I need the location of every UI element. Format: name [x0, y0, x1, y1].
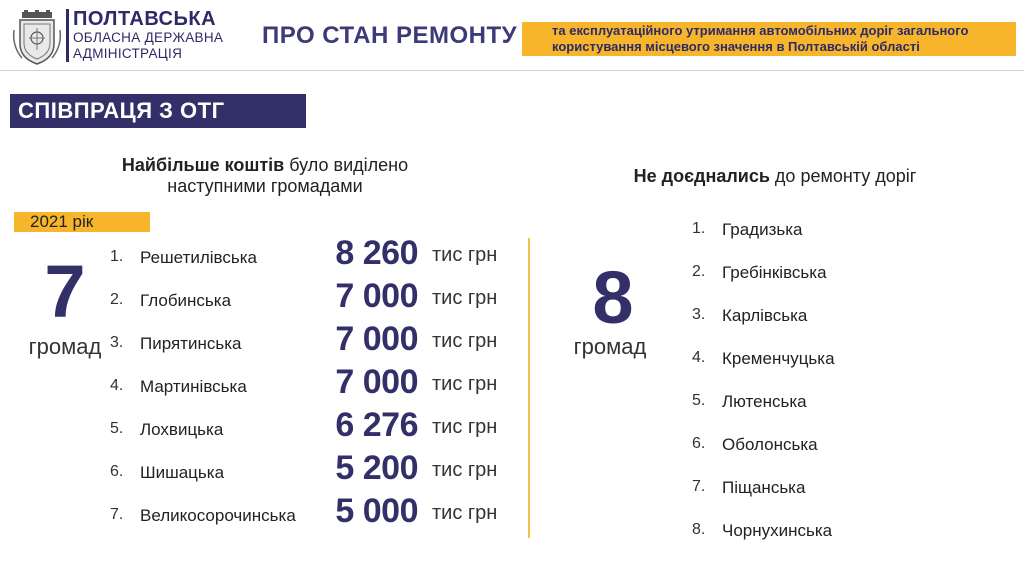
column-divider	[528, 238, 530, 538]
title-banner	[522, 22, 1016, 56]
row-number: 4.	[110, 377, 124, 394]
amount-unit: тис грн	[432, 459, 498, 481]
org-name-line1: ПОЛТАВСЬКА	[73, 8, 217, 30]
amount-unit: тис грн	[432, 244, 498, 266]
amount: 5 000	[335, 492, 418, 530]
row-number: 1.	[110, 248, 124, 265]
community-name: Пирятинська	[140, 334, 242, 353]
left-heading-rest2: наступними громадами	[167, 176, 363, 196]
item-number: 4.	[692, 349, 706, 366]
left-heading	[100, 155, 430, 197]
community-name: Піщанська	[722, 478, 806, 497]
org-name	[66, 9, 223, 62]
amount-unit: тис грн	[432, 287, 498, 309]
right-heading-rest: до ремонту доріг	[769, 166, 917, 186]
item-number: 3.	[692, 306, 706, 323]
community-name: Лохвицька	[140, 420, 224, 439]
item-number: 1.	[692, 220, 706, 237]
item-number: 5.	[692, 392, 706, 409]
community-name: Мартинівська	[140, 377, 247, 396]
amount-unit: тис грн	[432, 502, 498, 524]
community-name: Кременчуцька	[722, 349, 835, 368]
amount-unit: тис грн	[432, 330, 498, 352]
community-name: Градизька	[722, 220, 803, 239]
amount: 7 000	[335, 320, 418, 358]
left-heading-rest1: було виділено	[284, 155, 409, 175]
community-name: Глобинська	[140, 291, 232, 310]
title-banner-line1: та експлуатаційного утримання автомобільних доріг загального	[552, 23, 969, 38]
community-name: Чорнухинська	[722, 521, 833, 540]
amount: 6 276	[335, 406, 418, 444]
right-heading	[590, 166, 960, 187]
title-banner-text	[552, 23, 968, 55]
item-number: 2.	[692, 263, 706, 280]
community-name: Оболонська	[722, 435, 818, 454]
amount: 7 000	[335, 363, 418, 401]
row-number: 5.	[110, 420, 124, 437]
community-name: Карлівська	[722, 306, 808, 325]
amount: 8 260	[335, 234, 418, 272]
row-number: 6.	[110, 463, 124, 480]
item-number: 8.	[692, 521, 706, 538]
header	[0, 0, 1024, 72]
amount-unit: тис грн	[432, 416, 498, 438]
community-name: Великосорочинська	[140, 506, 296, 525]
item-number: 7.	[692, 478, 706, 495]
right-count-label: громад	[573, 334, 647, 359]
header-divider	[0, 70, 1024, 71]
community-name: Лютенська	[722, 392, 807, 411]
org-name-line3: АДМІНІСТРАЦІЯ	[73, 46, 183, 61]
left-count-label: громад	[28, 334, 102, 359]
amount-unit: тис грн	[432, 373, 498, 395]
community-name: Гребінківська	[722, 263, 827, 282]
left-heading-bold: Найбільше коштів	[121, 155, 285, 175]
community-name: Шишацька	[140, 463, 225, 482]
coat-of-arms-icon	[12, 10, 62, 66]
left-count: 7	[44, 250, 86, 333]
title-banner-line2: користування місцевого значення в Полтавській області	[552, 39, 920, 54]
item-number: 6.	[692, 435, 706, 452]
amount: 5 200	[335, 449, 418, 487]
section-title: СПІВПРАЦЯ З ОТГ	[10, 94, 306, 128]
year-badge: 2021 рік	[14, 212, 150, 232]
right-heading-bold: Не доєднались	[633, 166, 770, 186]
row-number: 3.	[110, 334, 124, 351]
community-name: Решетилівська	[140, 248, 258, 267]
row-number: 2.	[110, 291, 124, 308]
amount: 7 000	[335, 277, 418, 315]
org-name-line2: ОБЛАСНА ДЕРЖАВНА	[73, 30, 224, 45]
page-title: ПРО СТАН РЕМОНТУ	[262, 22, 518, 49]
row-number: 7.	[110, 506, 124, 523]
right-count: 8	[592, 256, 634, 339]
